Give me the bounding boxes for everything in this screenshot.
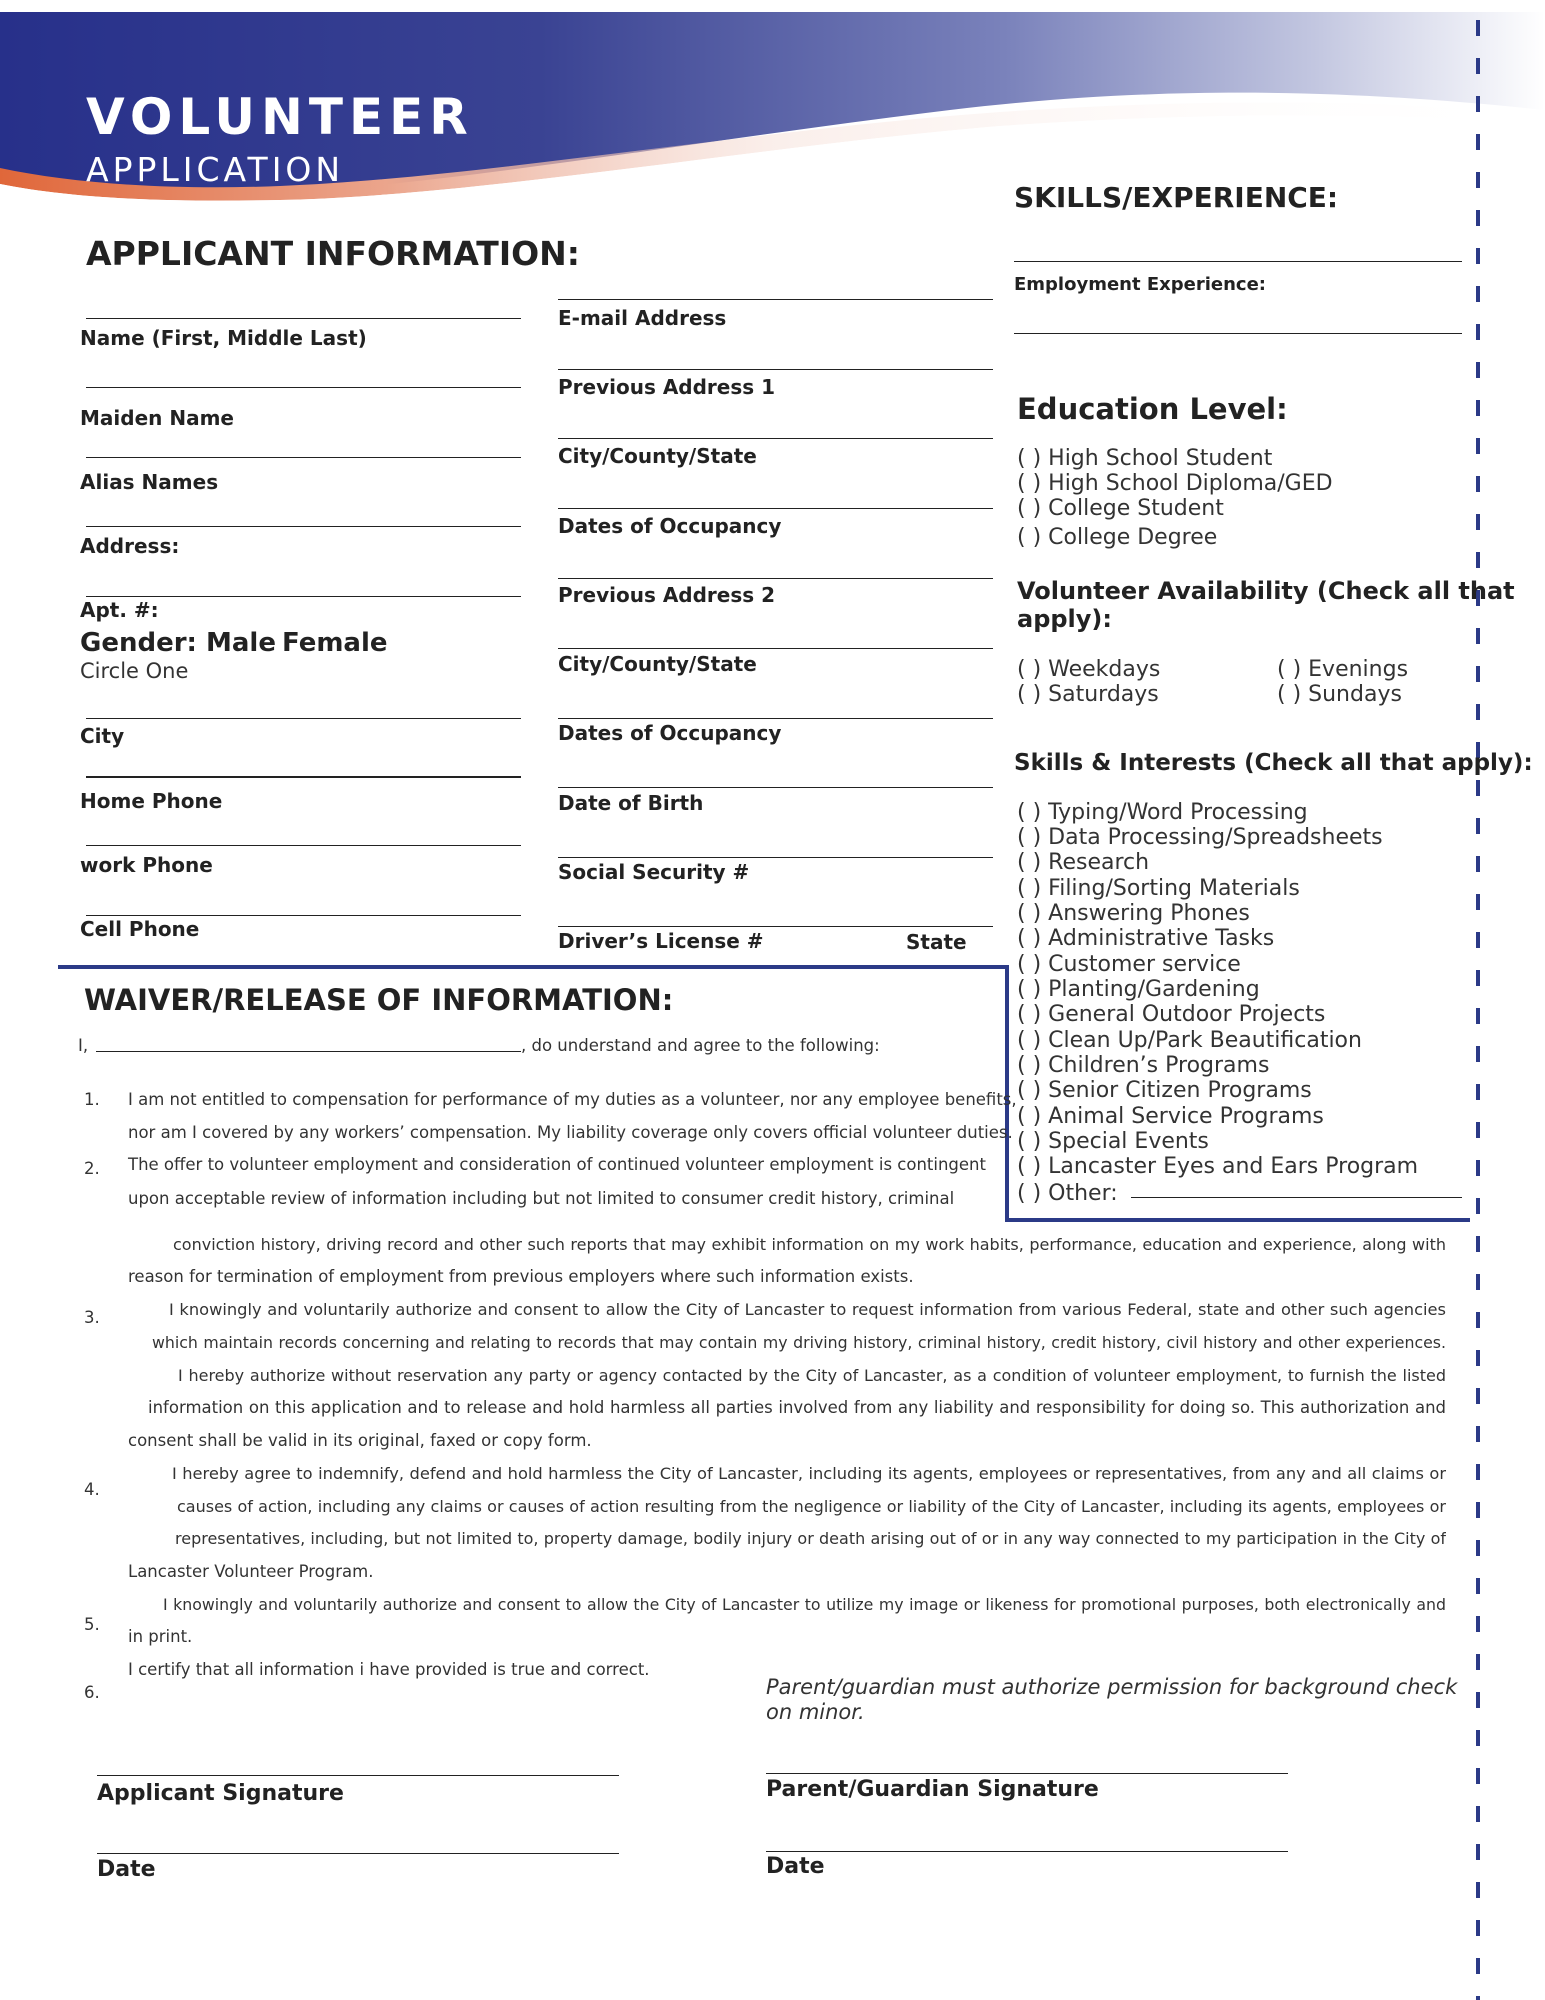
- city-line[interactable]: [86, 718, 521, 719]
- education-heading: Education Level:: [1017, 392, 1288, 426]
- interest-option[interactable]: ( ) Filing/Sorting Materials: [1017, 876, 1300, 901]
- waiver-line: The offer to volunteer employment and consideration of continued volunteer employment is contingent: [128, 1155, 986, 1174]
- prev-address-2-label: Previous Address 2: [558, 583, 776, 607]
- waiver-line: nor am I covered by any workers’ compensation. My liability coverage only covers official volunteer duties.: [128, 1123, 1013, 1142]
- waiver-name-line[interactable]: [96, 1051, 521, 1052]
- dates-occupancy-1-label: Dates of Occupancy: [558, 514, 782, 538]
- interest-option[interactable]: ( ) Data Processing/Spreadsheets: [1017, 825, 1383, 850]
- gender-note: Circle One: [80, 659, 189, 683]
- alias-names-label: Alias Names: [80, 470, 219, 494]
- waiver-line: consent shall be valid in its original, faxed or copy form.: [128, 1431, 592, 1450]
- applicant-date-line[interactable]: [97, 1853, 619, 1854]
- guardian-date-line[interactable]: [766, 1851, 1288, 1852]
- waiver-line: information on this application and to release and hold harmless all parties involved from any liability and responsibility for doing so. This authorization and: [148, 1398, 1446, 1417]
- education-option[interactable]: ( ) College Student: [1017, 496, 1224, 521]
- applicant-heading: APPLICANT INFORMATION:: [86, 234, 580, 273]
- applicant-date-label: Date: [97, 1857, 156, 1882]
- availability-heading: Volunteer Availability (Check all that: [1017, 577, 1515, 605]
- education-option[interactable]: ( ) College Degree: [1017, 525, 1218, 550]
- dates-occupancy-1-line[interactable]: [558, 508, 993, 509]
- waiver-line: reason for termination of employment from previous employers where such information exists.: [128, 1267, 914, 1286]
- interest-other-line[interactable]: [1131, 1197, 1462, 1198]
- waiver-item-number: 2.: [84, 1159, 100, 1178]
- interests-heading: Skills & Interests (Check all that apply):: [1014, 750, 1533, 776]
- address-line[interactable]: [86, 526, 521, 527]
- work-phone-line[interactable]: [86, 845, 521, 846]
- prev-address-1-line[interactable]: [558, 369, 993, 370]
- guardian-signature-line[interactable]: [766, 1773, 1288, 1774]
- page-subtitle: APPLICATION: [86, 150, 345, 189]
- gender-female[interactable]: Female: [282, 628, 388, 658]
- page-title: VOLUNTEER: [86, 88, 474, 146]
- guardian-signature-label: Parent/Guardian Signature: [766, 1777, 1099, 1802]
- waiver-line: I hereby agree to indemnify, defend and hold harmless the City of Lancaster, including its agents, employees or representatives, from any and all claims or: [172, 1464, 1446, 1483]
- work-phone-label: work Phone: [80, 853, 213, 877]
- city-county-state-1-line[interactable]: [558, 438, 993, 439]
- interest-other[interactable]: ( ) Other:: [1017, 1181, 1118, 1206]
- waiver-line: in print.: [128, 1627, 193, 1646]
- availability-weekdays[interactable]: ( ) Weekdays: [1017, 657, 1161, 682]
- city-county-state-2-line[interactable]: [558, 648, 993, 649]
- maiden-name-label: Maiden Name: [80, 406, 234, 430]
- alias-names-line[interactable]: [86, 457, 521, 458]
- interest-option[interactable]: ( ) General Outdoor Projects: [1017, 1002, 1326, 1027]
- interest-option[interactable]: ( ) Planting/Gardening: [1017, 977, 1260, 1002]
- interest-option[interactable]: ( ) Senior Citizen Programs: [1017, 1078, 1312, 1103]
- interest-option[interactable]: ( ) Answering Phones: [1017, 901, 1250, 926]
- prev-address-1-label: Previous Address 1: [558, 375, 776, 399]
- interest-option[interactable]: ( ) Lancaster Eyes and Ears Program: [1017, 1154, 1419, 1179]
- name-label: Name (First, Middle Last): [80, 326, 367, 350]
- ssn-label: Social Security #: [558, 860, 750, 884]
- apt-line[interactable]: [86, 596, 521, 597]
- applicant-signature-label: Applicant Signature: [97, 1781, 344, 1806]
- section-divider: [1005, 1218, 1470, 1222]
- waiver-line: I knowingly and voluntarily authorize and consent to allow the City of Lancaster to utilize my image or likeness for promotional purposes, both electronically and: [163, 1595, 1446, 1614]
- city-county-state-2-label: City/County/State: [558, 652, 757, 676]
- ssn-line[interactable]: [558, 857, 993, 858]
- waiver-intro-i: I,: [78, 1036, 89, 1055]
- dashed-border: [1470, 0, 1490, 2000]
- waiver-line: I knowingly and voluntarily authorize and consent to allow the City of Lancaster to request information from various Federal, state and other such agencies: [169, 1300, 1446, 1319]
- waiver-heading: WAIVER/RELEASE OF INFORMATION:: [84, 983, 674, 1017]
- home-phone-line[interactable]: [86, 776, 521, 778]
- waiver-line: conviction history, driving record and other such reports that may exhibit information on my work habits, performance, education and experience, along with: [173, 1235, 1446, 1254]
- interest-option[interactable]: ( ) Animal Service Programs: [1017, 1104, 1324, 1129]
- waiver-line: I hereby authorize without reservation any party or agency contacted by the City of Lancaster, as a condition of volunteer employment, to furnish the listed: [178, 1366, 1446, 1385]
- education-option[interactable]: ( ) High School Student: [1017, 446, 1273, 471]
- home-phone-label: Home Phone: [80, 789, 223, 813]
- drivers-license-line[interactable]: [558, 926, 993, 927]
- waiver-intro: , do understand and agree to the following:: [521, 1036, 880, 1055]
- dates-occupancy-2-line[interactable]: [558, 718, 993, 719]
- waiver-line: which maintain records concerning and relating to records that may contain my driving history, criminal history, credit history, civil history and other experiences.: [152, 1333, 1446, 1352]
- applicant-signature-line[interactable]: [97, 1775, 619, 1776]
- waiver-item-number: 5.: [84, 1615, 100, 1634]
- skills-heading: SKILLS/EXPERIENCE:: [1014, 181, 1339, 214]
- maiden-name-line[interactable]: [86, 387, 521, 388]
- guardian-note-cont: on minor.: [766, 1700, 865, 1724]
- guardian-note: Parent/guardian must authorize permission for background check: [766, 1675, 1458, 1699]
- employment-line[interactable]: [1014, 333, 1462, 334]
- city-county-state-1-label: City/County/State: [558, 444, 757, 468]
- interest-option[interactable]: ( ) Administrative Tasks: [1017, 926, 1275, 951]
- waiver-line: I am not entitled to compensation for performance of my duties as a volunteer, nor any employee benefits,: [128, 1090, 1017, 1109]
- interest-option[interactable]: ( ) Research: [1017, 850, 1150, 875]
- state-label: State: [906, 930, 967, 954]
- waiver-line: representatives, including, but not limited to, property damage, bodily injury or death arising out of or in any way connected to my participation in the City of: [175, 1529, 1446, 1548]
- email-line[interactable]: [558, 299, 993, 300]
- cell-phone-label: Cell Phone: [80, 917, 200, 941]
- prev-address-2-line[interactable]: [558, 578, 993, 579]
- availability-saturdays[interactable]: ( ) Saturdays: [1017, 682, 1159, 707]
- waiver-item-number: 6.: [84, 1683, 100, 1702]
- interest-option[interactable]: ( ) Special Events: [1017, 1129, 1209, 1154]
- employment-label: Employment Experience:: [1014, 274, 1266, 295]
- waiver-line: I certify that all information i have provided is true and correct.: [128, 1660, 650, 1679]
- dob-label: Date of Birth: [558, 791, 704, 815]
- drivers-license-label: Driver’s License #: [558, 929, 764, 953]
- dob-line[interactable]: [558, 787, 993, 788]
- waiver-line: causes of action, including any claims or causes of action resulting from the negligence or liability of the City of Lancaster, including its agents, employees or: [177, 1497, 1446, 1516]
- gender-label[interactable]: Gender: Male: [80, 628, 276, 658]
- waiver-item-number: 1.: [84, 1090, 100, 1109]
- email-label: E-mail Address: [558, 306, 727, 330]
- education-option[interactable]: ( ) High School Diploma/GED: [1017, 471, 1333, 496]
- availability-heading-cont: apply):: [1017, 605, 1112, 633]
- interest-option[interactable]: ( ) Customer service: [1017, 952, 1241, 977]
- guardian-date-label: Date: [766, 1854, 825, 1879]
- cell-phone-line[interactable]: [86, 915, 521, 916]
- city-label: City: [80, 724, 125, 748]
- interest-option[interactable]: ( ) Clean Up/Park Beautification: [1017, 1028, 1362, 1053]
- apt-label: Apt. #:: [80, 598, 159, 622]
- waiver-item-number: 3.: [84, 1308, 100, 1327]
- availability-evenings[interactable]: ( ) Evenings: [1277, 657, 1409, 682]
- interest-option[interactable]: ( ) Children’s Programs: [1017, 1053, 1270, 1078]
- waiver-line: Lancaster Volunteer Program.: [128, 1562, 374, 1581]
- availability-sundays[interactable]: ( ) Sundays: [1277, 682, 1402, 707]
- address-label: Address:: [80, 534, 180, 558]
- skills-line-top[interactable]: [1014, 261, 1462, 262]
- section-divider: [58, 965, 1007, 969]
- waiver-item-number: 4.: [84, 1480, 100, 1499]
- dates-occupancy-2-label: Dates of Occupancy: [558, 721, 782, 745]
- waiver-line: upon acceptable review of information including but not limited to consumer credit history, criminal: [128, 1189, 955, 1208]
- interest-option[interactable]: ( ) Typing/Word Processing: [1017, 800, 1308, 825]
- name-line[interactable]: [86, 318, 521, 319]
